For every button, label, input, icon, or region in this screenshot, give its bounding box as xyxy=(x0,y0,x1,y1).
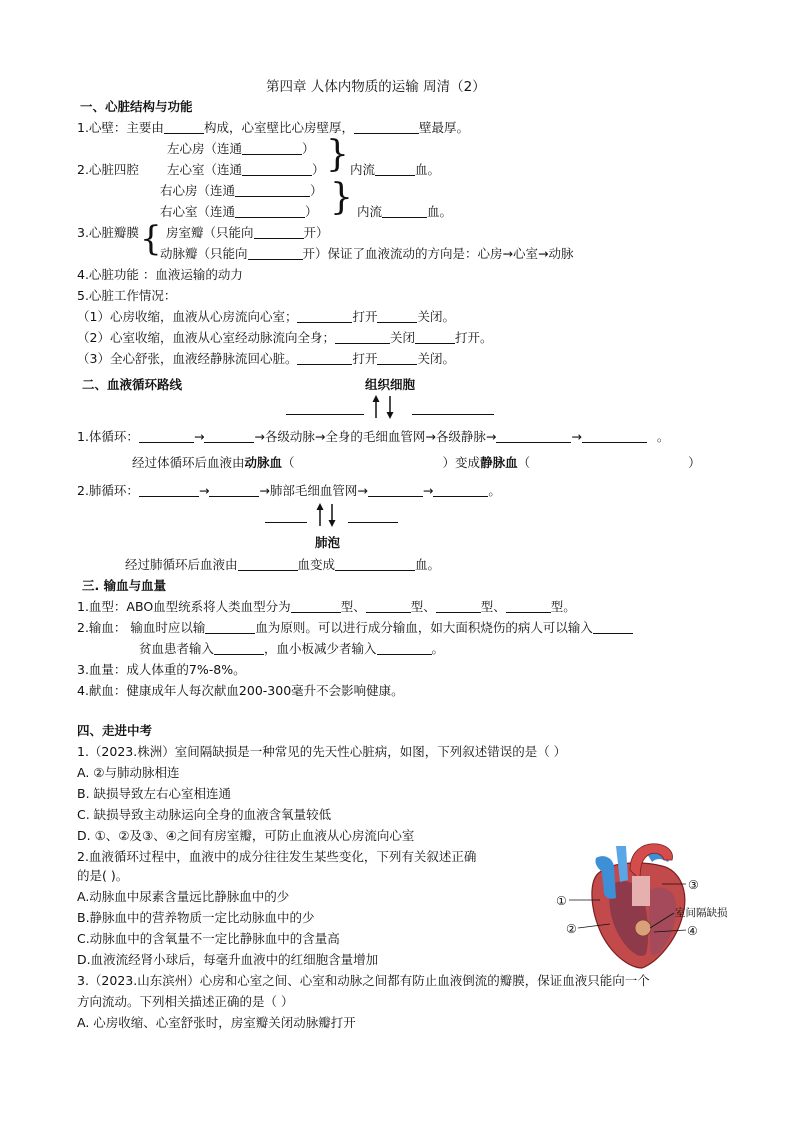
blank[interactable] xyxy=(214,640,264,655)
brace-left-heart: } xyxy=(326,134,349,175)
blood-types: 1.血型：ABO血型统系将人类血型分为 型、 型、 型、 型。 xyxy=(77,599,576,614)
blank[interactable] xyxy=(377,308,417,323)
transfusion-line-1: 2.输血： 输血时应以输 血为原则。可以进行成分输血，如大面积烧伤的病人可以输入 xyxy=(77,619,633,637)
semilunar-valve-line: 动脉瓣（只能向 开）保证了血液流动的方向是：心房→心室→动脉 xyxy=(160,246,574,261)
blank[interactable] xyxy=(139,428,194,443)
blood-donation: 4.献血：健康成年人每次献血200-300毫升不会影响健康。 xyxy=(77,683,404,698)
blank[interactable] xyxy=(377,640,432,655)
arrow-up-head-icon xyxy=(373,395,380,402)
left-flow-line: 内流 血。 xyxy=(350,162,441,177)
systemic-circulation: 1.体循环： → →各级动脉→全身的毛细血管网→各级静脉→ → 。 xyxy=(77,429,670,444)
section-2-heading: 二、血液循环路线 xyxy=(82,377,183,392)
blank[interactable] xyxy=(354,119,419,134)
heart-function: 4.心脏功能 ：血液运输的动力 xyxy=(77,267,243,282)
right-chamber-icon xyxy=(649,888,676,956)
blank-tissue-left[interactable] xyxy=(286,414,364,415)
section-1-heading: 一、心脏结构与功能 xyxy=(80,99,193,114)
q3-option-a[interactable]: A. 心房收缩、心室舒张时，房室瓣关闭动脉瓣打开 xyxy=(77,1015,356,1030)
label-2: ② xyxy=(566,922,577,936)
blank[interactable] xyxy=(415,329,455,344)
valves-label: 3.心脏瓣膜 xyxy=(77,225,139,240)
brace-right-heart: } xyxy=(330,177,353,218)
blank-alveoli-left[interactable] xyxy=(265,522,307,523)
four-chambers-label: 2.心脏四腔 xyxy=(77,162,139,177)
question-3-line-1: 3.（2023.山东滨州）心房和心室之间、心室和动脉之间都有防止血液倒流的瓣膜，保证血液只能向一个 xyxy=(77,973,650,988)
blank[interactable] xyxy=(582,428,647,443)
blank[interactable] xyxy=(335,556,415,571)
exchange-arrows-alveoli xyxy=(312,502,342,528)
blank[interactable] xyxy=(242,161,312,176)
blank[interactable] xyxy=(209,482,259,497)
blank[interactable] xyxy=(139,482,199,497)
arrow-up-head-icon xyxy=(317,503,324,510)
q1-option-c[interactable]: C. 缺损导致主动脉运向全身的血液含氧量较低 xyxy=(77,807,332,822)
arrow-down-head-icon xyxy=(387,412,394,419)
heart-work-2: （2）心室收缩，血液从心室经动脉流向全身； 关闭 打开。 xyxy=(77,330,493,345)
q1-option-d[interactable]: D. ①、②及③、④之间有房室瓣，可防止血液从心房流向心室 xyxy=(77,828,415,843)
blank[interactable] xyxy=(593,619,633,634)
blank[interactable] xyxy=(297,350,352,365)
right-atrium-line: 右心房（连通 ） xyxy=(160,183,323,198)
blank[interactable] xyxy=(235,182,310,197)
blank[interactable] xyxy=(204,428,254,443)
blank[interactable] xyxy=(366,598,411,613)
blank[interactable] xyxy=(238,556,298,571)
heart-work-heading: 5.心脏工作情况： xyxy=(77,288,177,303)
transfusion-line-2: 贫血患者输入 ，血小板减少者输入 。 xyxy=(139,641,445,656)
blank[interactable] xyxy=(291,598,341,613)
q1-option-a[interactable]: A. ②与肺动脉相连 xyxy=(77,765,180,780)
blank[interactable] xyxy=(506,598,551,613)
section-4-heading: 四、走进中考 xyxy=(77,723,153,738)
blank[interactable] xyxy=(297,308,352,323)
blank[interactable] xyxy=(205,619,255,634)
septum-upper-icon xyxy=(632,876,650,906)
blank[interactable] xyxy=(375,161,415,176)
blank[interactable] xyxy=(242,140,302,155)
q2-option-a[interactable]: A.动脉血中尿素含量远比静脉血中的少 xyxy=(77,889,290,904)
blood-volume: 3.血量：成人体重的7%-8%。 xyxy=(77,662,246,677)
label-3: ③ xyxy=(688,878,699,892)
blank[interactable] xyxy=(377,350,417,365)
brace-valves: { xyxy=(140,219,162,259)
question-2-line-1: 2.血液循环过程中，血液中的成分往往发生某些变化，下列有关叙述正确 xyxy=(77,849,477,864)
label-1: ① xyxy=(556,894,567,908)
tissue-cells-label: 组织细胞 xyxy=(365,377,416,392)
av-valve-line: 房室瓣（只能向 开） xyxy=(166,225,329,240)
heart-work-3: （3）全心舒张，血液经静脉流回心脏。 打开 关闭。 xyxy=(77,351,455,366)
heart-diagram xyxy=(550,840,740,975)
blank[interactable] xyxy=(382,203,427,218)
exchange-arrows-tissue xyxy=(368,394,398,420)
blank[interactable] xyxy=(248,245,303,260)
blank-tissue-right[interactable] xyxy=(412,414,494,415)
question-3-line-2: 方向流动。下列相关描述正确的是（ ） xyxy=(77,994,294,1009)
blank[interactable] xyxy=(335,329,390,344)
blank[interactable] xyxy=(254,224,304,239)
blank[interactable] xyxy=(368,482,423,497)
q2-option-d[interactable]: D.血液流经肾小球后，每毫升血液中的红细胞含量增加 xyxy=(77,952,379,967)
page-title: 第四章 人体内物质的运输 周清（2） xyxy=(266,79,486,95)
blank[interactable] xyxy=(235,203,305,218)
label-4: ④ xyxy=(687,924,698,938)
left-ventricle-line: 左心室（连通 ） xyxy=(167,162,325,177)
q2-option-c[interactable]: C.动脉血中的含氧量不一定比静脉血中的含量高 xyxy=(77,931,340,946)
defect-label: 室间隔缺损 xyxy=(675,907,728,919)
pulmonary-note: 经过肺循环后血液由 血变成 血。 xyxy=(125,557,441,572)
section-3-heading: 三. 输血与血量 xyxy=(82,578,167,593)
systemic-note: 经过体循环后血液由动脉血（ ）变成静脉血（ ） xyxy=(132,455,701,470)
arrow-down-head-icon xyxy=(329,520,336,527)
right-ventricle-line: 右心室（连通 ） xyxy=(160,204,318,219)
blank[interactable] xyxy=(436,598,481,613)
blank[interactable] xyxy=(496,428,571,443)
pulmonary-circulation: 2.肺循环： → →肺部毛细血管网→ → 。 xyxy=(77,483,501,498)
heart-work-1: （1）心房收缩，血液从心房流向心室； 打开 关闭。 xyxy=(77,309,455,324)
blank[interactable] xyxy=(164,119,204,134)
q1-option-b[interactable]: B. 缺损导致左右心室相连通 xyxy=(77,786,232,801)
question-1: 1.（2023.株洲）室间隔缺损是一种常见的先天性心脏病，如图，下列叙述错误的是（ ） xyxy=(77,744,567,759)
blank-alveoli-right[interactable] xyxy=(348,522,398,523)
right-flow-line: 内流 血。 xyxy=(357,204,453,219)
defect-hole-icon xyxy=(635,920,651,936)
blank[interactable] xyxy=(433,482,488,497)
question-2-line-2: 的是( )。 xyxy=(77,868,129,883)
line-1-1: 1.心壁：主要由 构成，心室壁比心房壁厚， 壁最厚。 xyxy=(77,120,469,135)
q2-option-b[interactable]: B.静脉血中的营养物质一定比动脉血中的少 xyxy=(77,910,315,925)
alveoli-label: 肺泡 xyxy=(315,535,341,550)
left-atrium-line: 左心房（连通 ） xyxy=(167,141,315,156)
